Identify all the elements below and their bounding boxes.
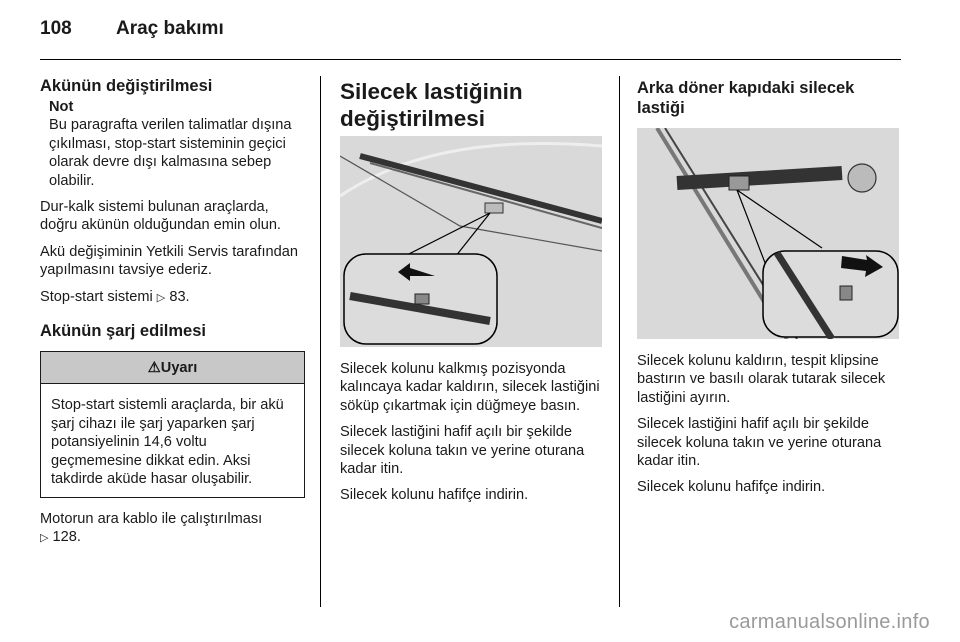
paragraph-with-ref (40, 288, 305, 307)
paragraph: Akü değişiminin Yetkili Servis tarafından yapılmasını tavsiye ederiz. (40, 243, 298, 279)
page-ref-icon: ▷ (156, 291, 166, 304)
section-heading-rear-wiper: Arka döner kapıdaki silecek lastiği (637, 79, 855, 117)
page-header (40, 18, 224, 40)
warning-title: Uyarı (160, 360, 198, 377)
paragraph: Silecek lastiğini hafif açılı bir şekilde silecek koluna takın ve yerine oturana kadar itin. (340, 424, 585, 478)
paragraph: Silecek kolunu hafifçe indirin. (637, 479, 826, 496)
page-number: 108 (40, 18, 72, 39)
column-divider-1 (320, 76, 321, 607)
page-ref-icon: ▷ (40, 531, 49, 544)
warning-header (41, 352, 304, 384)
note-text: Bu paragrafta verilen talimatlar dışına çıkılması, stop-start sisteminin geçici olarak devre dışı kalmasına sebep olabilir. (49, 117, 292, 189)
paragraph-with-ref (40, 510, 305, 548)
page-title: Araç bakımı (116, 18, 224, 39)
page-ref-link[interactable]: 83. (169, 288, 190, 305)
paragraph: Dur-kalk sistemi bulunan araçlarda, doğru akünün olduğundan emin olun. (40, 199, 281, 234)
paragraph-text: Motorun ara kablo ile çalıştırılması (40, 510, 263, 527)
note-block (40, 98, 305, 190)
column-2-text (340, 360, 605, 513)
paragraph: Silecek kolunu kaldırın, tespit klipsine bastırın ve basılı olarak tutarak silecek lastiğini ayırın. (637, 353, 886, 406)
wiper-blade-illustration (340, 136, 602, 347)
section-heading-battery-charging: Akünün şarj edilmesi (40, 322, 206, 341)
paragraph: Silecek lastiğini hafif açılı bir şekilde silecek koluna takın ve yerine oturana kadar itin. (637, 416, 882, 470)
header-rule (40, 59, 901, 60)
rear-wiper-illustration (637, 128, 899, 339)
paragraph-text: Stop-start sistemi (40, 288, 153, 305)
page-ref-link[interactable]: 128. (52, 528, 81, 545)
warning-text: Stop-start sistemli araçlarda, bir akü şarj cihazı ile şarj yaparken şarj potansiyelinin 14,6 voltu geçmemesine dikkat edin. Aksi takdirde aküde hasar oluşabilir. (51, 397, 284, 488)
paragraph: Silecek kolunu hafifçe indirin. (340, 487, 529, 504)
column-divider-2 (619, 76, 620, 607)
paragraph: Silecek kolunu kalkmış pozisyonda kalıncaya kadar kaldırın, silecek lastiğini söküp çıkartmak için düğmeye basın. (340, 361, 600, 414)
watermark: carmanualsonline.info (729, 611, 930, 633)
column-3 (637, 78, 902, 118)
warning-box (40, 351, 305, 497)
column-3-text (637, 352, 905, 505)
note-title: Not (49, 99, 74, 115)
warning-triangle-icon: ⚠ (147, 360, 161, 377)
section-heading-battery-replacement: Akünün değiştirilmesi (40, 77, 213, 95)
column-1 (40, 76, 305, 547)
front-wiper-drawing (340, 136, 602, 347)
section-heading-wiper-blade: Silecek lastiğinin değiştirilmesi (340, 79, 523, 131)
column-2 (340, 78, 605, 132)
rear-wiper-drawing (637, 128, 899, 339)
